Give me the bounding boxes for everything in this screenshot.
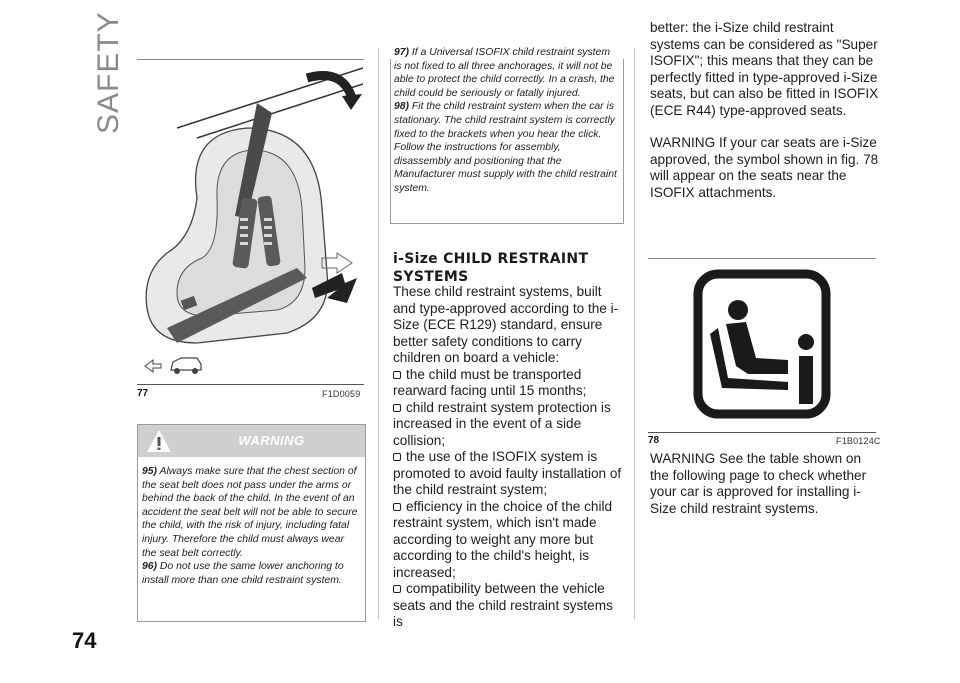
child-seat-illustration — [137, 58, 363, 380]
bullet-item: the child must be transported rearward facing until 15 months; — [393, 366, 587, 398]
column-divider — [634, 48, 635, 620]
figure-bottom-rule — [137, 384, 364, 385]
paragraph-warning-symbol: WARNING If your car seats are i-Size approved, the symbol shown in fig. 78 will appear on the seats near the ISOFIX attachments. — [650, 135, 879, 200]
figure-77 — [137, 58, 363, 380]
column-3-text — [650, 20, 882, 217]
figure-78-number: 78 — [648, 435, 660, 446]
bullet-icon — [393, 371, 401, 379]
figure-77-number: 77 — [137, 388, 149, 399]
figure-78-bottom-rule — [648, 432, 876, 433]
isize-symbol-icon — [648, 258, 876, 434]
bullet-item: the use of the ISOFIX system is promoted to avoid faulty installation of the child restraint system; — [393, 449, 622, 497]
warning-header — [138, 425, 365, 457]
warning-triangle-icon — [146, 428, 172, 454]
bullet-item: child restraint system protection is increased in the event of a side collision; — [393, 399, 611, 448]
bullet-icon — [393, 404, 401, 412]
bullet-item: efficiency in the choice of the child restraint system, which isn't made according to weight any more but according to the child's height, is increased; — [393, 498, 613, 580]
isize-body — [393, 284, 625, 631]
page-number: 74 — [72, 628, 97, 653]
bullet-icon — [393, 453, 401, 461]
bullet-icon — [393, 585, 401, 593]
warning-title: WARNING — [238, 433, 305, 448]
paragraph-super-isofix: better: the i-Size child restraint systems can be considered as "Super ISOFIX"; this means that they can be perfectly fitted in type-approved i-Size seats, but can also be fitted in ISOFIX (ECE R44) type-approved seats. — [650, 20, 879, 118]
isize-intro: These child restraint systems, built and type-approved according to the i-Size (ECE R129) standard, ensure better safety conditions to carry children on board a vehicle: — [393, 284, 619, 365]
isize-heading: i-Size CHILD RESTRAINT SYSTEMS — [393, 251, 589, 285]
figure-77-code: F1D0059 — [322, 389, 361, 399]
figure-78-code: F1B0124C — [836, 436, 881, 446]
warning-box — [137, 424, 366, 622]
figure-78 — [648, 258, 876, 434]
section-title: SAFETY — [92, 11, 125, 134]
note-97: 97) If a Universal ISOFIX child restraint system is not fixed to all three anchorages, it will not be able to protect the child correctly. In a crash, the child could be seriously or fatally injured. — [394, 47, 615, 99]
note-95: 95) Always make sure that the chest section of the seat belt does not pass under the arms or behind the back of the child. In the event of an accident the seat belt will not be able to secure the child, with the risk of injury, including fatal injury. Therefore the child must always wear the seat belt correctly. — [142, 466, 358, 559]
bullet-icon — [393, 503, 401, 511]
paragraph-table-warning: WARNING See the table shown on the following page to check whether your car is approved for installing i-Size child restraint systems. — [650, 451, 867, 516]
note-98: 98) Fit the child restraint system when the car is stationary. The child restraint system is correctly fixed to the brackets when you hear the click. Follow the instructions for assembly, disassembly and positioning that the Manufacturer must supply with the child restraint system. — [394, 101, 617, 194]
warning-notes — [142, 465, 360, 587]
column-divider — [378, 48, 379, 620]
bullet-item: compatibility between the vehicle seats and the child restraint systems is — [393, 581, 613, 629]
note-96: 96) Do not use the same lower anchoring to install more than one child restraint system. — [142, 561, 344, 586]
notes-97-98 — [394, 46, 620, 196]
